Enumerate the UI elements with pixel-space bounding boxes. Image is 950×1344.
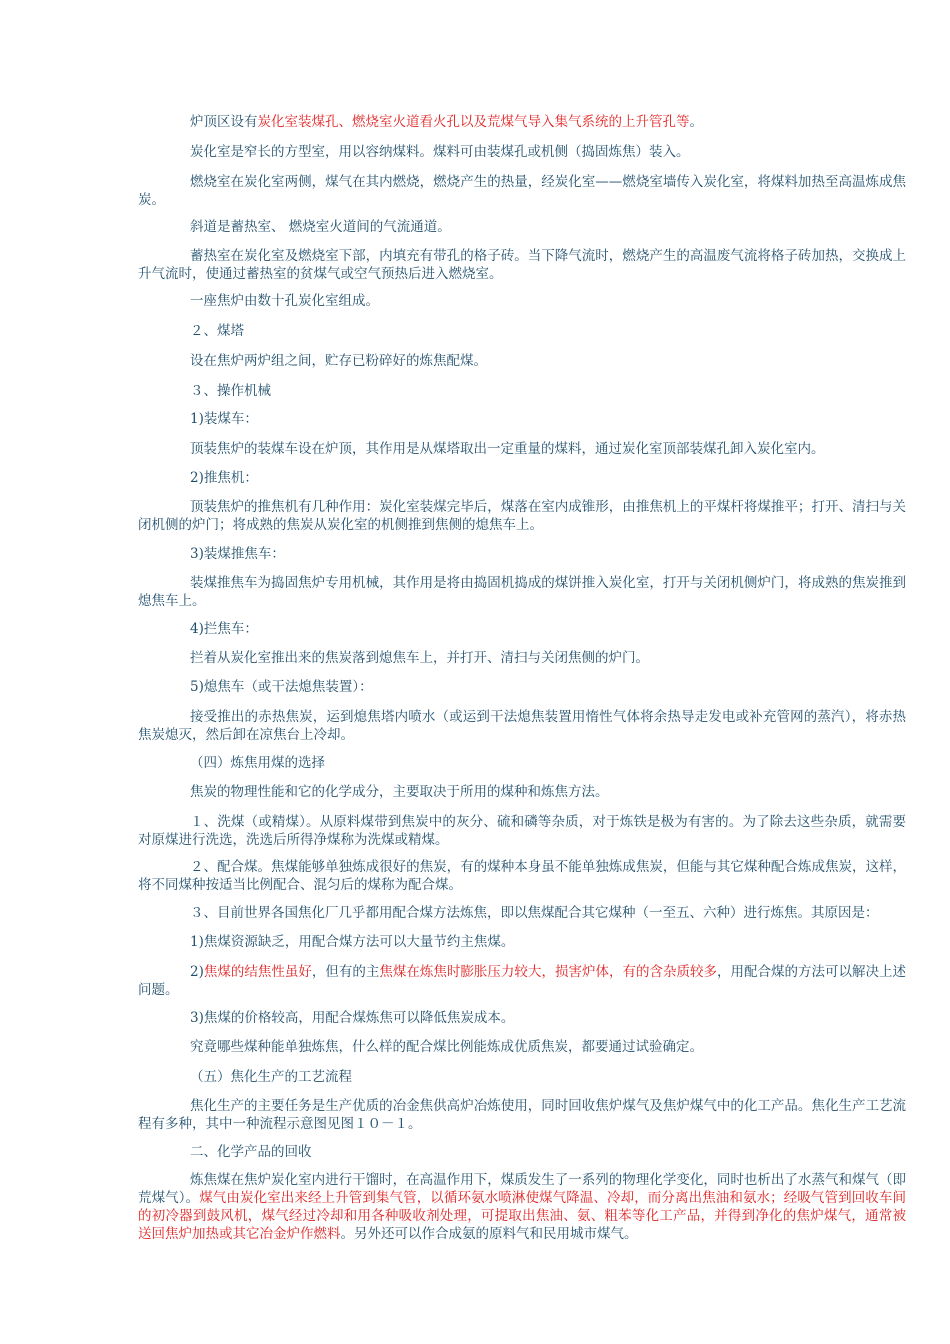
text-segment: 二、化学产品的回收 xyxy=(190,1144,312,1160)
text-segment: ，但有的主 xyxy=(311,964,380,980)
highlighted-text: 煤气由炭化室出来经上升管到集气管，以循环氨水喷淋使煤气降温、冷却，而分离出焦油和氨水；经吸气管到回收车间的初冷器到鼓风机，煤气经过冷却和用各种吸收剂处理，可提取出焦油、氨、粗苯等化工产品，并得到净化的焦炉煤气，通常被送回焦炉加热或其它冶金炉作燃料 xyxy=(138,1190,906,1242)
paragraph-reason-intro xyxy=(138,904,906,922)
list-item-coal-charging-car xyxy=(138,410,906,428)
text-segment: ２、煤塔 xyxy=(190,323,244,339)
paragraph-quenching-car xyxy=(138,708,906,744)
text-segment: 顶装焦炉的推焦机有几种作用：炭化室装煤完毕后，煤落在室内成锥形，由推焦机上的平煤杆将煤推平；打开、清扫与关闭机侧的炉门；将成熟的焦炭从炭化室的机侧推到焦侧的熄焦车上。 xyxy=(138,499,906,533)
list-item-reason-1 xyxy=(138,933,906,951)
text-segment: ３、操作机械 xyxy=(190,383,271,399)
text-segment: 一座焦炉由数十孔炭化室组成。 xyxy=(190,293,379,309)
paragraph-process-flow xyxy=(138,1097,906,1133)
text-segment: 1)装煤车： xyxy=(190,411,258,427)
text-segment: 炉顶区设有 xyxy=(190,114,258,130)
paragraph-carbonization-chamber xyxy=(138,143,906,161)
paragraph-coal-charging-car xyxy=(138,440,906,458)
heading-operating-machinery xyxy=(138,382,906,400)
text-segment: 炭化室是窄长的方型室，用以容纳煤料。煤料可由装煤孔或机侧（捣固炼焦）装入。 xyxy=(190,144,690,160)
paragraph-oven-count xyxy=(138,292,906,310)
text-segment: ２、配合煤。焦煤能够单独炼成很好的焦炭，有的煤种本身虽不能单独炼成焦炭，但能与其它煤种配合炼成焦炭，这样，将不同煤种按适当比例配合、混匀后的煤称为配合煤。 xyxy=(138,859,906,893)
paragraph-coke-guide-car xyxy=(138,649,906,667)
text-segment: 。 xyxy=(689,114,703,130)
text-segment: 燃烧室在炭化室两侧，煤气在其内燃烧，燃烧产生的热量，经炭化室——燃烧室墙传入炭化室，将煤料加热至高温炼成焦炭。 xyxy=(138,174,906,208)
text-segment: 3)焦煤的价格较高，用配合煤炼焦可以降低焦炭成本。 xyxy=(190,1010,515,1026)
highlighted-text: 焦煤在炼焦时膨胀压力较大，损害炉体，有的含杂质较多 xyxy=(379,964,717,980)
text-segment: （四）炼焦用煤的选择 xyxy=(190,755,325,771)
text-segment: １、洗煤（或精煤）。从原料煤带到焦炭中的灰分、硫和磷等杂质，对于炼铁是极为有害的。为了除去这些杂质，就需要对原煤进行洗选，洗选后所得净煤称为洗煤或精煤。 xyxy=(138,814,906,848)
text-segment: 斜道是蓄热室、 燃烧室火道间的气流通道。 xyxy=(190,219,451,235)
paragraph-blended-coal xyxy=(138,858,906,894)
text-segment: 1)焦煤资源缺乏，用配合煤方法可以大量节约主焦煤。 xyxy=(190,934,515,950)
paragraph-coal-washing xyxy=(138,813,906,849)
list-item-pusher xyxy=(138,469,906,487)
paragraph-combustion-chamber xyxy=(138,173,906,209)
paragraph-charging-pushing-car xyxy=(138,574,906,610)
text-segment: （五）焦化生产的工艺流程 xyxy=(190,1069,352,1085)
heading-coal-selection xyxy=(138,754,906,772)
text-segment: 2) xyxy=(190,964,204,980)
paragraph-coke-properties xyxy=(138,783,906,801)
text-segment: 设在焦炉两炉组之间，贮存已粉碎好的炼焦配煤。 xyxy=(190,353,487,369)
text-segment: 拦着从炭化室推出来的焦炭落到熄焦车上，并打开、清扫与关闭焦侧的炉门。 xyxy=(190,650,649,666)
list-item-reason-3 xyxy=(138,1009,906,1027)
text-segment: 顶装焦炉的装煤车设在炉顶，其作用是从煤塔取出一定重量的煤料，通过炭化室顶部装煤孔卸入炭化室内。 xyxy=(190,441,825,457)
heading-coal-tower xyxy=(138,322,906,340)
text-segment: 。另外还可以作合成氨的原料气和民用城市煤气。 xyxy=(340,1226,638,1242)
text-segment: 蓄热室在炭化室及燃烧室下部，内填充有带孔的格子砖。当下降气流时，燃烧产生的高温废气流将格子砖加热，交换成上升气流时，使通过蓄热室的贫煤气或空气预热后进入燃烧室。 xyxy=(138,248,906,282)
paragraph-chute xyxy=(138,218,906,236)
highlighted-text: 焦煤的结焦性虽好 xyxy=(203,964,312,980)
list-item-coke-guide-car xyxy=(138,620,906,638)
heading-process-flow xyxy=(138,1068,906,1086)
text-segment: 究竟哪些煤种能单独炼焦，什么样的配合煤比例能炼成优质焦炭，都要通过试验确定。 xyxy=(190,1039,703,1055)
text-segment: 4)拦焦车： xyxy=(190,621,258,637)
highlighted-text: 炭化室装煤孔、燃烧室火道看火孔以及荒煤气导入集气系统的上升管孔等 xyxy=(257,114,690,130)
paragraph-coal-tower xyxy=(138,352,906,370)
text-segment: 2)推焦机： xyxy=(190,470,258,486)
paragraph-testing xyxy=(138,1038,906,1056)
text-segment: 焦炭的物理性能和它的化学成分，主要取决于所用的煤种和炼焦方法。 xyxy=(190,784,609,800)
text-segment: 焦化生产的主要任务是生产优质的冶金焦供高炉冶炼使用，同时回收焦炉煤气及焦炉煤气中的化工产品。焦化生产工艺流程有多种，其中一种流程示意图见图１０－１。 xyxy=(138,1098,906,1132)
text-segment: 3)装煤推焦车： xyxy=(190,546,285,562)
paragraph-furnace-top xyxy=(138,113,906,131)
list-item-charging-pushing-car xyxy=(138,545,906,563)
text-segment: 装煤推焦车为捣固焦炉专用机械，其作用是将由捣固机捣成的煤饼推入炭化室，打开与关闭机侧炉门，将成熟的焦炭推到熄焦车上。 xyxy=(138,575,906,609)
text-segment: 接受推出的赤热焦炭，运到熄焦塔内喷水（或运到干法熄焦装置用惰性气体将余热导走发电或补充管网的蒸汽），将赤热焦炭熄灭，然后卸在凉焦台上冷却。 xyxy=(138,709,906,743)
paragraph-pusher xyxy=(138,498,906,534)
list-item-reason-2 xyxy=(138,963,906,999)
text-segment: ，用配合煤的方法可以解决上述问题。 xyxy=(138,964,907,998)
text-segment: ３、目前世界各国焦化厂几乎都用配合煤方法炼焦，即以焦煤配合其它煤种（一至五、六种）进行炼焦。其原因是： xyxy=(190,905,879,921)
text-segment: 炼焦煤在焦炉炭化室内进行干馏时，在高温作用下，煤质发生了一系列的物理化学变化，同时也析出了水蒸气和煤气（即荒煤气）。 xyxy=(138,1172,906,1206)
list-item-quenching-car xyxy=(138,678,906,696)
paragraph-regenerator xyxy=(138,247,906,283)
paragraph-chemical-recovery xyxy=(138,1171,906,1243)
text-segment: 5)熄焦车（或干法熄焦装置）： xyxy=(190,679,373,695)
heading-chemical-recovery xyxy=(138,1143,906,1161)
